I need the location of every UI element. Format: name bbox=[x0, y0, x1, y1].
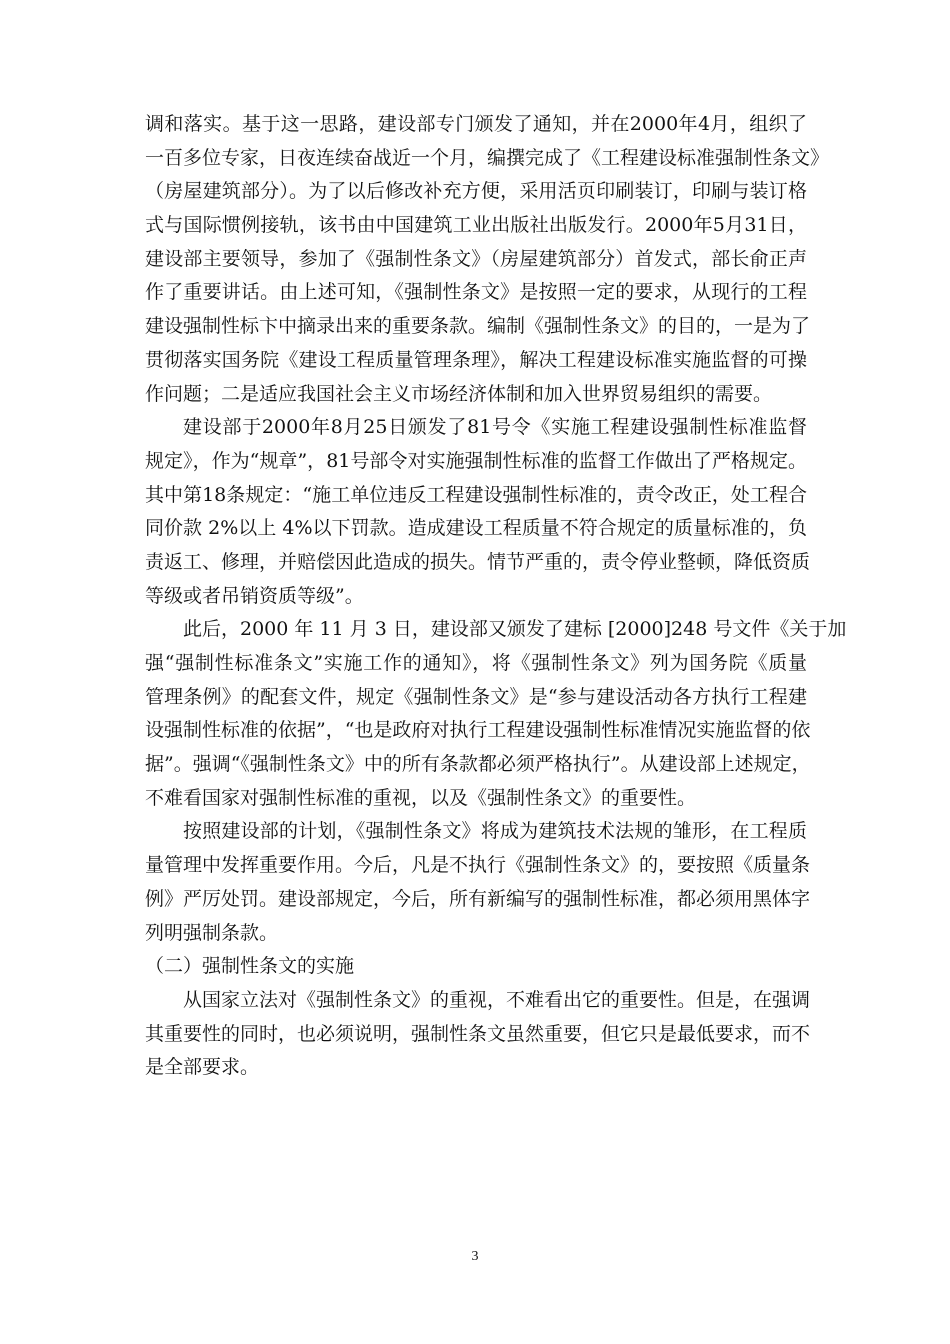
document-page bbox=[145, 112, 847, 1089]
text-line: （房屋建筑部分）。为了以后修改补充方便，采用活页印刷装订，印刷与装订格 bbox=[145, 180, 807, 203]
text-line: 按照建设部的计划，《强制性条文》将成为建筑技术法规的雏形，在工程质 bbox=[183, 820, 807, 843]
text-line: 其中第18条规定：“施工单位违反工程建设强制性标准的，责令改正，处工程合 bbox=[145, 483, 807, 506]
text-line: 从国家立法对《强制性条文》的重视，不难看出它的重要性。但是，在强调 bbox=[183, 988, 811, 1011]
text-line: 贯彻落实国务院《建设工程质量管理条理》，解决工程建设标准实施监督的可操 bbox=[145, 348, 807, 371]
text-line: 不难看国家对强制性标准的重视，以及《强制性条文》的重要性。 bbox=[145, 786, 697, 809]
text-line: 列明强制条款。 bbox=[145, 921, 279, 944]
text-line: 量管理中发挥重要作用。今后，凡是不执行《强制性条文》的，要按照《质量条 bbox=[145, 854, 811, 877]
page-number: 3 bbox=[471, 1249, 479, 1264]
text-line: 作了重要讲话。由上述可知，《强制性条文》是按照一定的要求，从现行的工程 bbox=[145, 281, 807, 304]
text-line: 一百多位专家，日夜连续奋战近一个月，编撰完成了《工程建设标准强制性条文》 bbox=[145, 146, 830, 169]
text-line: 其重要性的同时，也必须说明，强制性条文虽然重要，但它只是最低要求，而不 bbox=[145, 1022, 811, 1045]
text-line: 调和落实。基于这一思路，建设部专门颁发了通知，并在2000年4月，组织了 bbox=[145, 113, 807, 135]
text-line: 式与国际惯例接轨，该书由中国建筑工业出版社出版发行。2000年5月31日， bbox=[145, 214, 807, 237]
text-line: 建设强制性标卞中摘录出来的重要条款。编制《强制性条文》的目的，一是为了 bbox=[145, 315, 811, 338]
text-line: 强“强制性标准条文”实施工作的通知》，将《强制性条文》列为国务院《质量 bbox=[145, 652, 807, 674]
text-line: 管理条例》的配套文件，规定《强制性条文》是“参与建设活动各方执行工程建 bbox=[145, 685, 807, 708]
text-line: 建设部于2000年8月25日颁发了81号令《实施工程建设强制性标准监督 bbox=[183, 416, 807, 439]
text-line: 建设部主要领导，参加了《强制性条文》（房屋建筑部分）首发式，部长俞正声 bbox=[145, 247, 807, 270]
text-line: 是全部要求。 bbox=[145, 1056, 260, 1079]
text-line: 责返工、修理，并赔偿因此造成的损失。情节严重的，责令停业整顿，降低资质 bbox=[145, 550, 811, 573]
text-line: 设强制性标准的依据”，“也是政府对执行工程建设强制性标准情况实施监督的依 bbox=[145, 719, 811, 742]
text-line: 同价款 2%以上 4%以下罚款。造成建设工程质量不符合规定的质量标准的，负 bbox=[145, 517, 807, 540]
text-line: 据”。强调“《强制性条文》中的所有条款都必须严格执行”。从建设部上述规定， bbox=[145, 753, 811, 776]
text-line: 等级或者吊销资质等级”。 bbox=[145, 584, 364, 607]
text-line: 例》严厉处罚。建设部规定，今后，所有新编写的强制性标准，都必须用黑体字 bbox=[145, 887, 811, 910]
text-line: 作问题；二是适应我国社会主义市场经济体制和加入世界贸易组织的需要。 bbox=[145, 382, 773, 405]
text-line: 规定》，作为“规章”，81号部令对实施强制性标准的监督工作做出了严格规定。 bbox=[145, 449, 807, 472]
text-line: 此后，2000 年 11 月 3 日，建设部又颁发了建标 [2000]248 号文件《关于加 bbox=[183, 618, 847, 641]
section-heading: （二）强制性条文的实施 bbox=[145, 955, 355, 978]
